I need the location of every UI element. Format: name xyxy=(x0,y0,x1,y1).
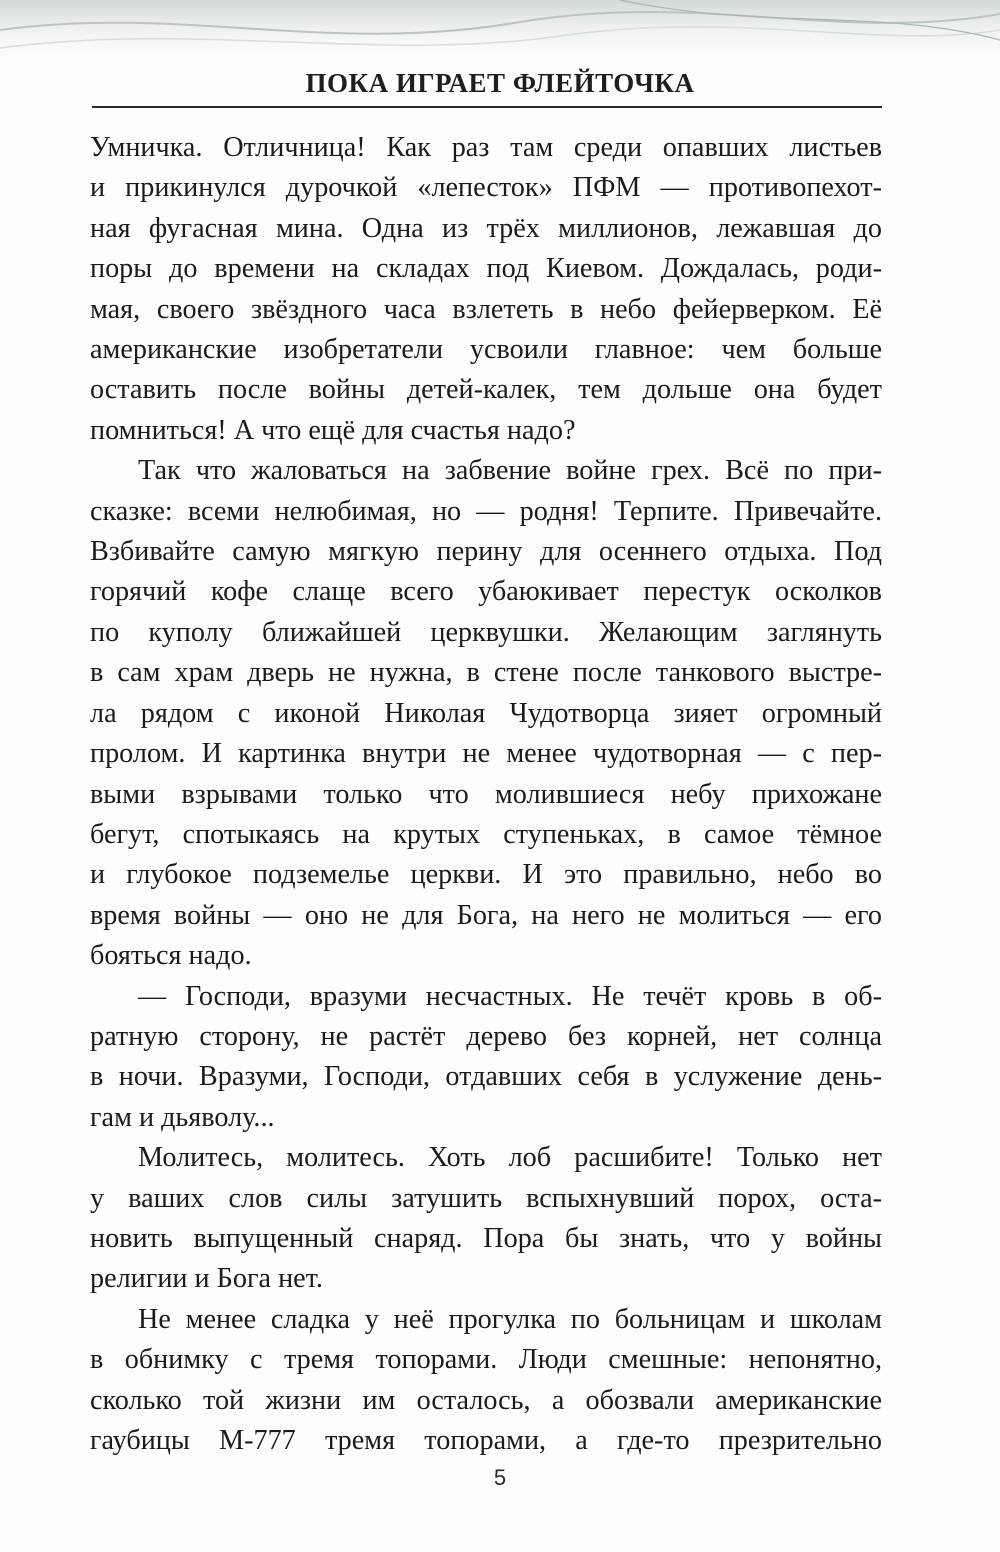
text-line: выми взрывами только что молившиеся небу прихожане xyxy=(90,778,882,810)
text-line: Не менее сладка у неё прогулка по больницам и школам xyxy=(138,1303,882,1335)
text-line: Умничка. Отличница! Как раз там среди опавших листьев xyxy=(90,132,882,163)
header-divider xyxy=(92,106,882,108)
text-line: пролом. И картинка внутри не менее чудотворная — с пер- xyxy=(90,738,882,770)
paragraph xyxy=(90,1138,882,1300)
header-decoration xyxy=(0,0,1000,70)
text-line: сказке: всеми нелюбимая, но — родня! Терпите. Привечайте. xyxy=(90,495,882,527)
text-line: у ваших слов силы затушить вспыхнувший порох, оста- xyxy=(90,1182,882,1214)
text-line: гаубицы М-777 тремя топорами, а где-то презрительно xyxy=(90,1425,882,1456)
text-line: гам и дьяволу... xyxy=(90,1101,275,1133)
text-line: время войны — оно не для Бога, на него не молиться — его xyxy=(90,899,882,931)
text-line: ная фугасная мина. Одна из трёх миллионов, лежавшая до xyxy=(90,212,882,244)
text-line: и прикинулся дурочкой «лепесток» ПФМ — противопехот- xyxy=(90,172,882,204)
text-line: новить выпущенный снаряд. Пора бы знать, что у войны xyxy=(90,1222,882,1254)
text-line: бегут, спотыкаясь на крутых ступеньках, в самое тёмное xyxy=(90,818,882,850)
text-line: в сам храм дверь не нужна, в стене после танкового выстре- xyxy=(90,657,882,689)
text-line: американские изобретатели усвоили главное: чем больше xyxy=(90,334,882,366)
text-line: и глубокое подземелье церкви. И это правильно, небо во xyxy=(90,859,882,891)
text-line: поры до времени на складах под Киевом. Дождалась, роди- xyxy=(90,253,882,285)
page-body xyxy=(90,128,882,1461)
running-header-title: ПОКА ИГРАЕТ ФЛЕЙТОЧКА xyxy=(305,68,695,98)
text-line: бояться надо. xyxy=(90,940,252,972)
text-line: горячий кофе слаще всего убаюкивает перестук осколков xyxy=(90,576,882,608)
text-line: религии и Бога нет. xyxy=(90,1263,323,1295)
text-line: в ночи. Вразуми, Господи, отдавших себя в услужение день- xyxy=(90,1061,882,1093)
text-line: в обнимку с тремя топорами. Люди смешные: непонятно, xyxy=(90,1344,882,1376)
text-line: ла рядом с иконой Николая Чудотворца зияет огромный xyxy=(90,697,882,729)
text-line: — Господи, вразуми несчастных. Не течёт кровь в об- xyxy=(138,980,882,1012)
text-line: помниться! А что ещё для счастья надо? xyxy=(90,414,576,446)
page-number: 5 xyxy=(493,1465,507,1490)
text-line: ратную сторону, не растёт дерево без корней, нет солнца xyxy=(90,1020,882,1052)
paragraph xyxy=(90,128,882,451)
paragraph xyxy=(90,1300,882,1462)
text-line: оставить после войны детей-калек, тем дольше она будет xyxy=(90,374,882,406)
text-line: Молитесь, молитесь. Хоть лоб расшибите! Только нет xyxy=(138,1142,882,1174)
text-line: Взбивайте самую мягкую перину для осеннего отдыха. Под xyxy=(90,536,882,568)
text-line: мая, своего звёздного часа взлететь в небо фейерверком. Её xyxy=(90,293,882,325)
paragraph xyxy=(90,451,882,976)
paragraph xyxy=(90,977,882,1139)
text-line: сколько той жизни им осталось, а обозвали американские xyxy=(90,1384,882,1416)
text-line: Так что жаловаться на забвение войне грех. Всё по при- xyxy=(138,455,882,487)
text-line: по куполу ближайшей церквушки. Желающим заглянуть xyxy=(90,616,882,648)
